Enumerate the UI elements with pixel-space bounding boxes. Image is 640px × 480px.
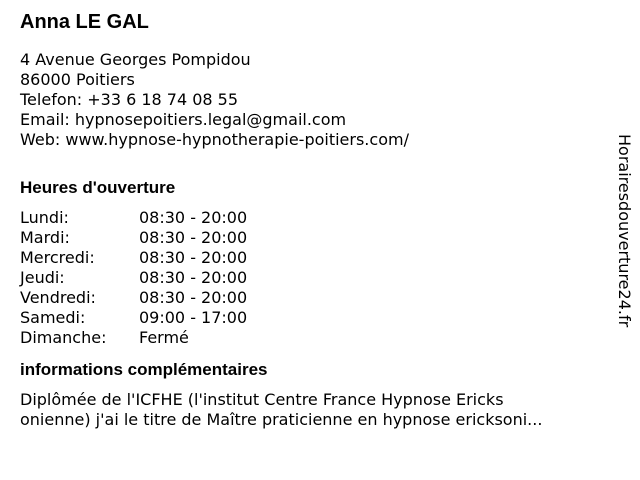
time-value: 08:30 - 20:00 bbox=[139, 228, 248, 247]
time-value: 08:30 - 20:00 bbox=[139, 288, 248, 307]
info-title: informations complémentaires bbox=[20, 360, 268, 379]
day-label: Samedi: bbox=[20, 308, 86, 327]
day-label: Mercredi: bbox=[20, 248, 95, 267]
info-text-line: Diplômée de l'ICFHE (l'institut Centre France Hypnose Ericks bbox=[20, 390, 504, 409]
time-value: 08:30 - 20:00 bbox=[139, 268, 248, 287]
hours-title: Heures d'ouverture bbox=[20, 178, 176, 197]
email-line: Email: hypnosepoitiers.legal@gmail.com bbox=[20, 110, 347, 129]
time-value: Fermé bbox=[139, 328, 189, 347]
hours-row-wednesday bbox=[20, 248, 610, 268]
day-label: Lundi: bbox=[20, 208, 69, 227]
business-name: Anna LE GAL bbox=[20, 11, 149, 33]
info-text-line: onienne) j'ai le titre de Maître praticienne en hypnose ericksoni... bbox=[20, 410, 543, 429]
day-label: Dimanche: bbox=[20, 328, 107, 347]
hours-row-saturday bbox=[20, 308, 610, 328]
hours-row-sunday bbox=[20, 328, 610, 348]
time-value: 09:00 - 17:00 bbox=[139, 308, 248, 327]
business-card bbox=[20, 8, 610, 430]
time-value: 08:30 - 20:00 bbox=[139, 248, 248, 267]
hours-row-thursday bbox=[20, 268, 610, 288]
day-label: Jeudi: bbox=[20, 268, 65, 287]
day-label: Mardi: bbox=[20, 228, 70, 247]
web-line: Web: www.hypnose-hypnotherapie-poitiers.com/ bbox=[20, 130, 409, 149]
time-value: 08:30 - 20:00 bbox=[139, 208, 248, 227]
hours-row-monday bbox=[20, 208, 610, 228]
watermark-text: Horairesdouverture24.fr bbox=[615, 134, 634, 328]
info-text bbox=[20, 390, 610, 430]
hours-row-tuesday bbox=[20, 228, 610, 248]
address-street: 4 Avenue Georges Pompidou bbox=[20, 50, 251, 69]
hours-table bbox=[20, 208, 610, 348]
hours-row-friday bbox=[20, 288, 610, 308]
phone-line: Telefon: +33 6 18 74 08 55 bbox=[20, 90, 239, 109]
day-label: Vendredi: bbox=[20, 288, 96, 307]
address-city: 86000 Poitiers bbox=[20, 70, 135, 89]
